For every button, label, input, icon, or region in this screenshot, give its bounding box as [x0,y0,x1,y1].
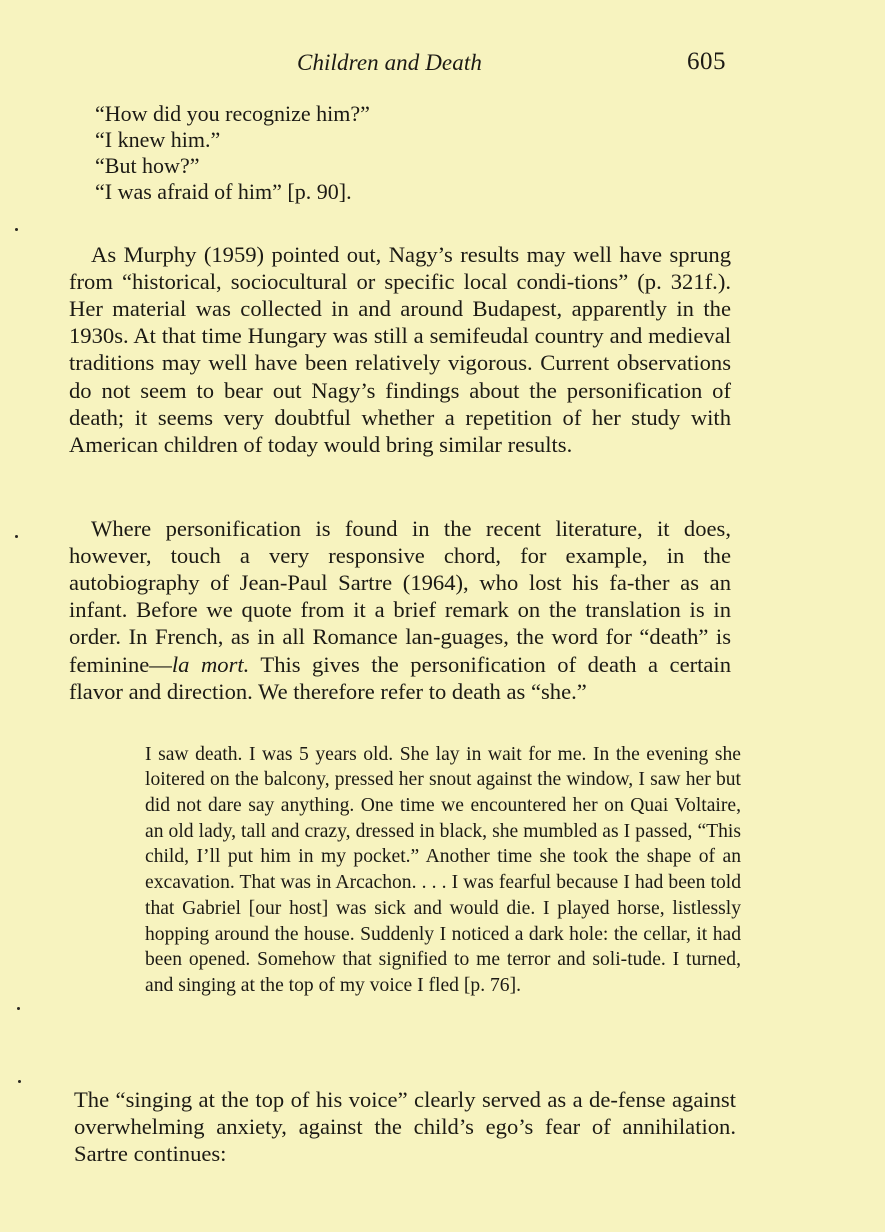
paragraph-sartre-continues: The “singing at the top of his voice” clearly served as a de-fense against overwhelming anxiety, against the child’s ego’s fear of annihilation. Sartre continues: [74,1086,736,1166]
margin-mark [15,228,18,231]
paragraph-nagy-results: As Murphy (1959) pointed out, Nagy’s results may well have sprung from “historical, sociocultural or specific local condi-tions” (p. 321f.). Her material was collected in and around Budapest, apparently in the 1930s. At that time Hungary was still a semifeudal country and medieval traditions may well have been relatively vigorous. Current observations do not seem to bear out Nagy’s findings about the personification of death; it seems very doubtful whether a repetition of her study with American children of today would bring similar results. [69,241,731,458]
dialogue-line-3: “But how?” [95,153,200,178]
dialogue-line-1: “How did you recognize him?” [95,101,370,126]
margin-mark [15,535,18,538]
dialogue-line-2: “I knew him.” [95,127,221,152]
margin-mark [18,1080,21,1083]
dialogue-excerpt [95,101,515,205]
margin-mark [17,1007,20,1010]
paragraph-personification-text-before: Where personification is found in the recent literature, it does, however, touch a very responsive chord, for example, in the autobiography of Jean-Paul Sartre (1964), who lost his fa-ther as an infant. Before we quote from it a brief remark on the translation is in order. In French, as in all Romance lan-guages, the word for “death” is feminine— [69,515,731,677]
page-number: 605 [687,48,726,75]
sartre-block-quote: I saw death. I was 5 years old. She lay in wait for me. In the evening she loitered on the balcony, pressed her snout against the window, I saw her but did not dare say anything. One time we encountered her on Quai Voltaire, an old lady, tall and crazy, dressed in black, she mumbled as I passed, “This child, I’ll put him in my pocket.” Another time she took the shape of an excavation. That was in Arcachon. . . . I was fearful because I had been told that Gabriel [our host] was sick and would die. I played horse, listlessly hopping around the house. Suddenly I noticed a dark hole: the cellar, it had been opened. Somehow that signified to me terror and soli-tude. I turned, and singing at the top of my voice I fled [p. 76]. [145,743,741,996]
paragraph-personification-text-after: This gives the personification of death a certain flavor and direction. We therefore refer to death as “she.” [69,651,732,704]
dialogue-line-4: “I was afraid of him” [p. 90]. [95,179,352,204]
paragraph-personification [69,515,731,705]
la-mort-emphasis: la mort. [171,651,250,677]
page-header [0,46,885,80]
running-title: Children and Death [297,50,482,75]
